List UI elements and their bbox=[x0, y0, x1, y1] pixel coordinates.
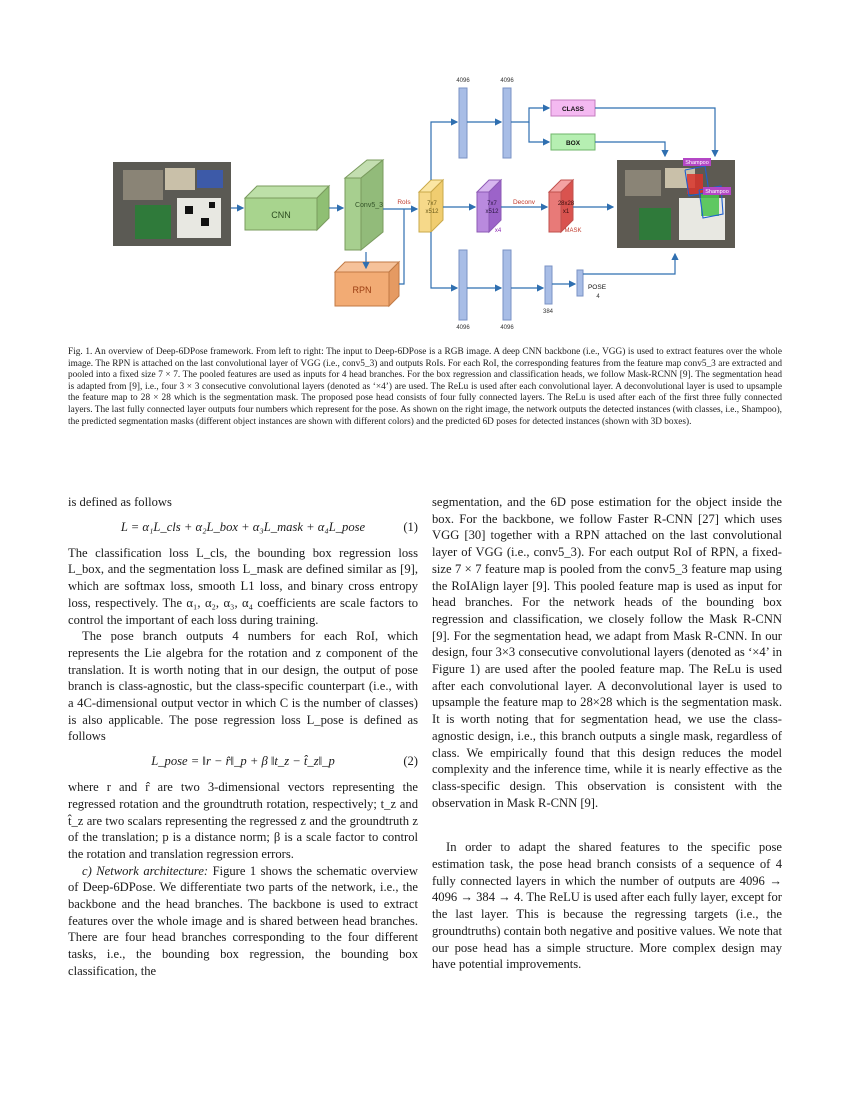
roi-pooled-block bbox=[419, 180, 443, 232]
paragraph-loss: The classification loss L_cls, the bounding box regression loss L_box, and the segmentation loss L_mask are defined similar as [9], which are softmax loss, smooth L1 loss, and binary cross entropy loss, respectively. The α₁, α₂, α₃, α₄ coefficients are scale factors to control the important of each loss during training. bbox=[68, 545, 418, 627]
rois-label: RoIs bbox=[397, 199, 411, 206]
mask-conv-block bbox=[477, 180, 502, 234]
intro-text: is defined as follows bbox=[68, 495, 172, 509]
svg-text:Deconv: Deconv bbox=[512, 199, 536, 206]
rpn-label: RPN bbox=[352, 285, 372, 295]
svg-text:POSE: POSE bbox=[587, 284, 607, 291]
svg-text:Shampoo: Shampoo bbox=[705, 189, 729, 195]
svg-text:28x28: 28x28 bbox=[557, 201, 575, 207]
conv5-label: Conv5_3 bbox=[354, 202, 384, 209]
paragraph-backbone: segmentation, and the 6D pose estimation for the object inside the box. For the backbone, we follow Faster R-CNN [27] which uses VGG [30] together with a RPN attached on the last convolutional layer of VGG (i.e., conv5_3). For each output RoI of RPN, a fixed-size 7 × 7 feature map is pooled from the conv5_3 feature map using the RoIAlign layer [9]. This pooled feature map is used as input for head branches. For the network heads of the bounding box regression and classification, we closely follow the Mask R-CNN [9]. For the segmentation head, we adapt from Mask R-CNN. In our design, four 3×3 consecutive convolutional layers (denoted as ‘×4’ in Figure 1) are used after the pooled feature map. The ReLu is used after each convolutional layer. A deconvolutional layer is used to upsample the feature map to 28×28 which is the segmentation mask. It is worth noting that for segmentation head, we use the class-agnostic design, i.e., this branch outputs a single mask, regardless of class. We empirically found that this design reduces the model complexity and the inference time, while it is nearly effective as the class-specific design. This observation is consistent with the observation in Mask R-CNN [9]. bbox=[432, 495, 782, 810]
svg-text:CLASS: CLASS bbox=[561, 106, 585, 113]
architecture-figure bbox=[105, 70, 745, 340]
left-column bbox=[68, 494, 418, 980]
svg-text:MASK: MASK bbox=[564, 228, 582, 234]
paragraph-network-architecture: c) Network architecture: Figure 1 shows the schematic overview of Deep-6DPose. We differentiate two parts of the network, i.e., the backbone and the head branches. The backbone is used to extract features over the whole image and is shared between head branches. There are four head branches corresponding to the four different tasks, i.e., the bounding box regression, the bounding box classification, the bbox=[68, 863, 418, 978]
svg-text:Shampoo: Shampoo bbox=[685, 160, 709, 166]
paragraph-pose-branch: The pose branch outputs 4 numbers for each RoI, which represents the Lie algebra for the rotation and z component of the translation. It is worth noting that in our design, the output of pose branch is class-agnostic, but the class-specific counterpart (i.e., with a 4C-dimensional output vector in which C is the number of classes) is also applicable. The pose regression loss L_pose is defined as follows bbox=[68, 629, 418, 744]
input-image bbox=[113, 162, 231, 246]
svg-text:4096: 4096 bbox=[456, 325, 470, 331]
equation-1: L = α₁L_cls + α₂L_box + α₃L_mask + α₄L_pose (1) bbox=[120, 519, 418, 534]
svg-text:4096: 4096 bbox=[500, 78, 514, 84]
svg-text:384: 384 bbox=[542, 309, 554, 315]
svg-text:7x7: 7x7 bbox=[427, 201, 437, 207]
svg-text:4: 4 bbox=[596, 294, 600, 300]
paragraph-pose-head: In order to adapt the shared features to the specific pose estimation task, the pose head branch consists of a sequence of 4 fully connected layers in which the number of outputs are 4096 → 4096 → 384 → 4. The ReLU is used after each fully layer, except for the last layer. This is because the regressing targets (i.e., the groundtruths) contain both negative and positive values. We note that our pose head has a simple structure. More complex design may have potential improvements. bbox=[432, 840, 782, 972]
svg-text:x1: x1 bbox=[562, 209, 570, 215]
svg-text:BOX: BOX bbox=[565, 140, 581, 147]
rpn-block bbox=[335, 262, 399, 306]
box-head bbox=[551, 134, 595, 150]
top-fc-layers bbox=[456, 78, 514, 158]
cnn-block bbox=[245, 186, 329, 230]
paragraph-where: where r and r̂ are two 3-dimensional vectors representing the regressed rotation and the groundtruth rotation, respectively; t_z and t̂_z are two scalars representing the regressed z and the groundtruth z of the translation; p is a distance norm; β is a scale factor to control the rotation and translation regression errors. bbox=[68, 780, 418, 861]
conv5-block bbox=[345, 160, 383, 250]
svg-text:7x7: 7x7 bbox=[487, 201, 497, 207]
pose-fc-layers bbox=[456, 250, 606, 331]
output-image bbox=[617, 158, 735, 248]
svg-text:x512: x512 bbox=[485, 209, 499, 215]
equation-2: L_pose = ‖r − r̂‖_p + β ‖t_z − t̂_z‖_p (2) bbox=[151, 754, 418, 769]
svg-text:4096: 4096 bbox=[500, 325, 514, 331]
right-column bbox=[432, 494, 782, 973]
svg-text:4096: 4096 bbox=[456, 78, 470, 84]
svg-text:x512: x512 bbox=[425, 209, 439, 215]
cnn-label: CNN bbox=[271, 210, 291, 220]
svg-text:x4: x4 bbox=[494, 228, 502, 234]
class-head bbox=[551, 100, 595, 116]
figure-caption: Fig. 1. An overview of Deep-6DPose framework. From left to right: The input to Deep-6DPose is a RGB image. A deep CNN backbone (i.e., VGG) is used to extract features over the whole image. The RPN is attached on the last convolutional layer of VGG (i.e., conv5_3) and outputs RoIs. For each RoI, the corresponding features from the feature map conv5_3 are extracted and pooled into a fixed size 7 × 7. The pooled features are used as inputs for 4 head branches. For the box regression and classification heads, we follow Mask-RCNN [9]. The segmentation head is adapted from [9], i.e., four 3 × 3 consecutive convolutional layers (denoted as ‘×4’) are used. The ReLu is used after each convolutional layer. A deconvolutional layer is used to upsample the feature map to 28 × 28 which is the segmentation mask. The proposed pose head consists of four fully connected layers. The ReLu is used after each of the first three fully connected layers. The last fully connected layer outputs four numbers which represent for the pose. As shown on the right image, the network outputs the detected instances (with classes, i.e., Shampoo), the predicted segmentation masks (different object instances are shown with different colors) and the predicted 6D poses for detected instances (shown with 3D boxes). bbox=[68, 347, 782, 427]
